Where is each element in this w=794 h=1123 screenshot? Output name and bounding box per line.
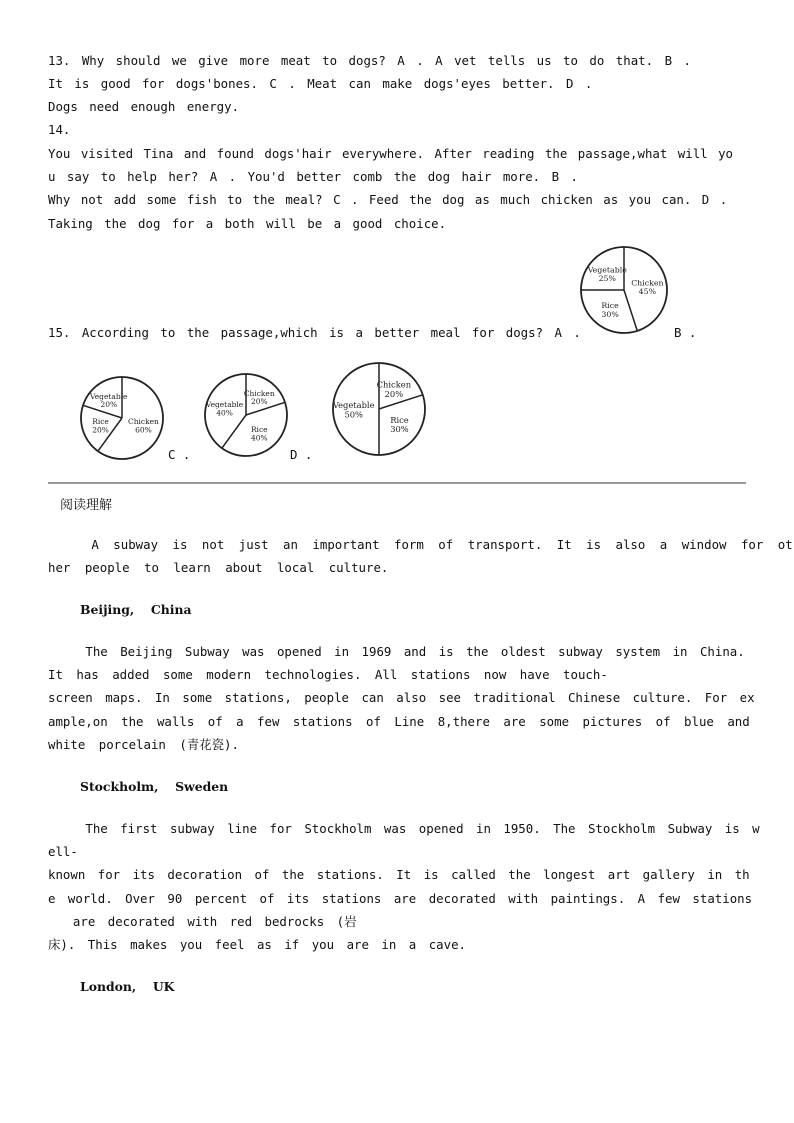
pie-slice-value: 20% xyxy=(250,397,268,407)
pie-slice-value: 20% xyxy=(92,425,109,435)
option-b-label: B . xyxy=(674,325,697,340)
pie-slice-value: 20% xyxy=(384,388,404,399)
beijing-line-1: The Beijing Subway was opened in 1969 and is the oldest subway system in China. xyxy=(48,644,745,659)
stockholm-line-6: 床). This makes you feel as if you are in a cave. xyxy=(48,937,467,952)
beijing-line-5: white porcelain (青花瓷). xyxy=(48,737,239,752)
q14-line-1: You visited Tina and found dogs'hair everywhere. After reading the passage,what will yo xyxy=(48,146,734,161)
pie-chart-d xyxy=(330,360,428,458)
beijing-line-2: It has added some modern technologies. All stations now have touch- xyxy=(48,667,608,682)
stockholm-line-4: e world. Over 90 percent of its stations are decorated with paintings. A few stations xyxy=(48,891,753,906)
beijing-line-4: ample,on the walls of a few stations of Line 8,there are some pictures of blue and xyxy=(48,714,750,729)
pie-chart-a xyxy=(578,244,670,336)
pie-chart-b xyxy=(78,374,166,462)
pie-slice-label: Rice xyxy=(250,425,268,435)
beijing-line-3: screen maps. In some stations, people can also see traditional Chinese culture. For ex xyxy=(48,690,755,705)
q13-line-2: It is good for dogs'bones. C . Meat can make dogs'eyes better. D . xyxy=(48,76,593,91)
intro-line-2: her people to learn about local culture. xyxy=(48,560,389,575)
option-d-label: D . xyxy=(290,447,313,462)
section-heading: 阅读理解 xyxy=(60,498,113,513)
q14-line-3: Why not add some fish to the meal? C . Feed the dog as much chicken as you can. D . xyxy=(48,192,728,207)
pie-slice-label: Rice xyxy=(92,416,109,426)
pie-slice-label: Vegetable xyxy=(332,400,375,410)
pie-slice-value: 25% xyxy=(598,274,616,284)
intro-line-1: A subway is not just an important form of transport. It is also a window for ot xyxy=(48,537,793,552)
stockholm-title: Stockholm, Sweden xyxy=(80,779,229,794)
q13-line-3: Dogs need enough energy. xyxy=(48,99,240,114)
q14-line-4: Taking the dog for a both will be a good choice. xyxy=(48,216,447,231)
pie-slice-label: Vegetable xyxy=(205,400,244,410)
pie-slice-value: 30% xyxy=(390,424,409,435)
pie-slice-value: 40% xyxy=(216,408,233,418)
q13-line-1: 13. Why should we give more meat to dogs? A . A vet tells us to do that. B . xyxy=(48,53,691,68)
beijing-title: Beijing, China xyxy=(80,602,192,617)
pie-slice-label: Vegetable xyxy=(587,265,627,275)
option-c-label: C . xyxy=(168,447,191,462)
pie-slice-value: 20% xyxy=(100,400,118,410)
stockholm-line-5: are decorated with red bedrocks (岩 xyxy=(48,914,357,929)
pie-slice-value: 40% xyxy=(250,433,268,443)
pie-slice-label: Chicken xyxy=(376,379,412,390)
section-divider xyxy=(48,482,746,484)
stockholm-line-1: The first subway line for Stockholm was opened in 1950. The Stockholm Subway is w xyxy=(48,821,760,836)
pie-slice-label: Chicken xyxy=(243,388,275,398)
pie-slice-label: Vegetable xyxy=(90,391,128,401)
pie-slice-label: Chicken xyxy=(631,278,664,288)
pie-slice-label: Rice xyxy=(390,414,409,425)
q14-number: 14. xyxy=(48,122,71,137)
pie-slice-value: 45% xyxy=(638,287,657,297)
pie-chart-c xyxy=(202,371,290,459)
london-title: London, UK xyxy=(80,979,175,994)
pie-slice-value: 50% xyxy=(344,409,363,420)
stockholm-line-2: ell- xyxy=(48,844,78,859)
q14-line-2: u say to help her? A . You'd better comb the dog hair more. B . xyxy=(48,169,578,184)
pie-slice-value: 60% xyxy=(135,425,152,435)
q15-stem: 15. According to the passage,which is a better meal for dogs? A . xyxy=(48,325,581,340)
stockholm-line-3: known for its decoration of the stations. It is called the longest art gallery in th xyxy=(48,867,750,882)
pie-slice-value: 30% xyxy=(601,309,619,319)
pie-slice-label: Chicken xyxy=(128,416,159,426)
pie-slice-label: Rice xyxy=(601,301,619,311)
